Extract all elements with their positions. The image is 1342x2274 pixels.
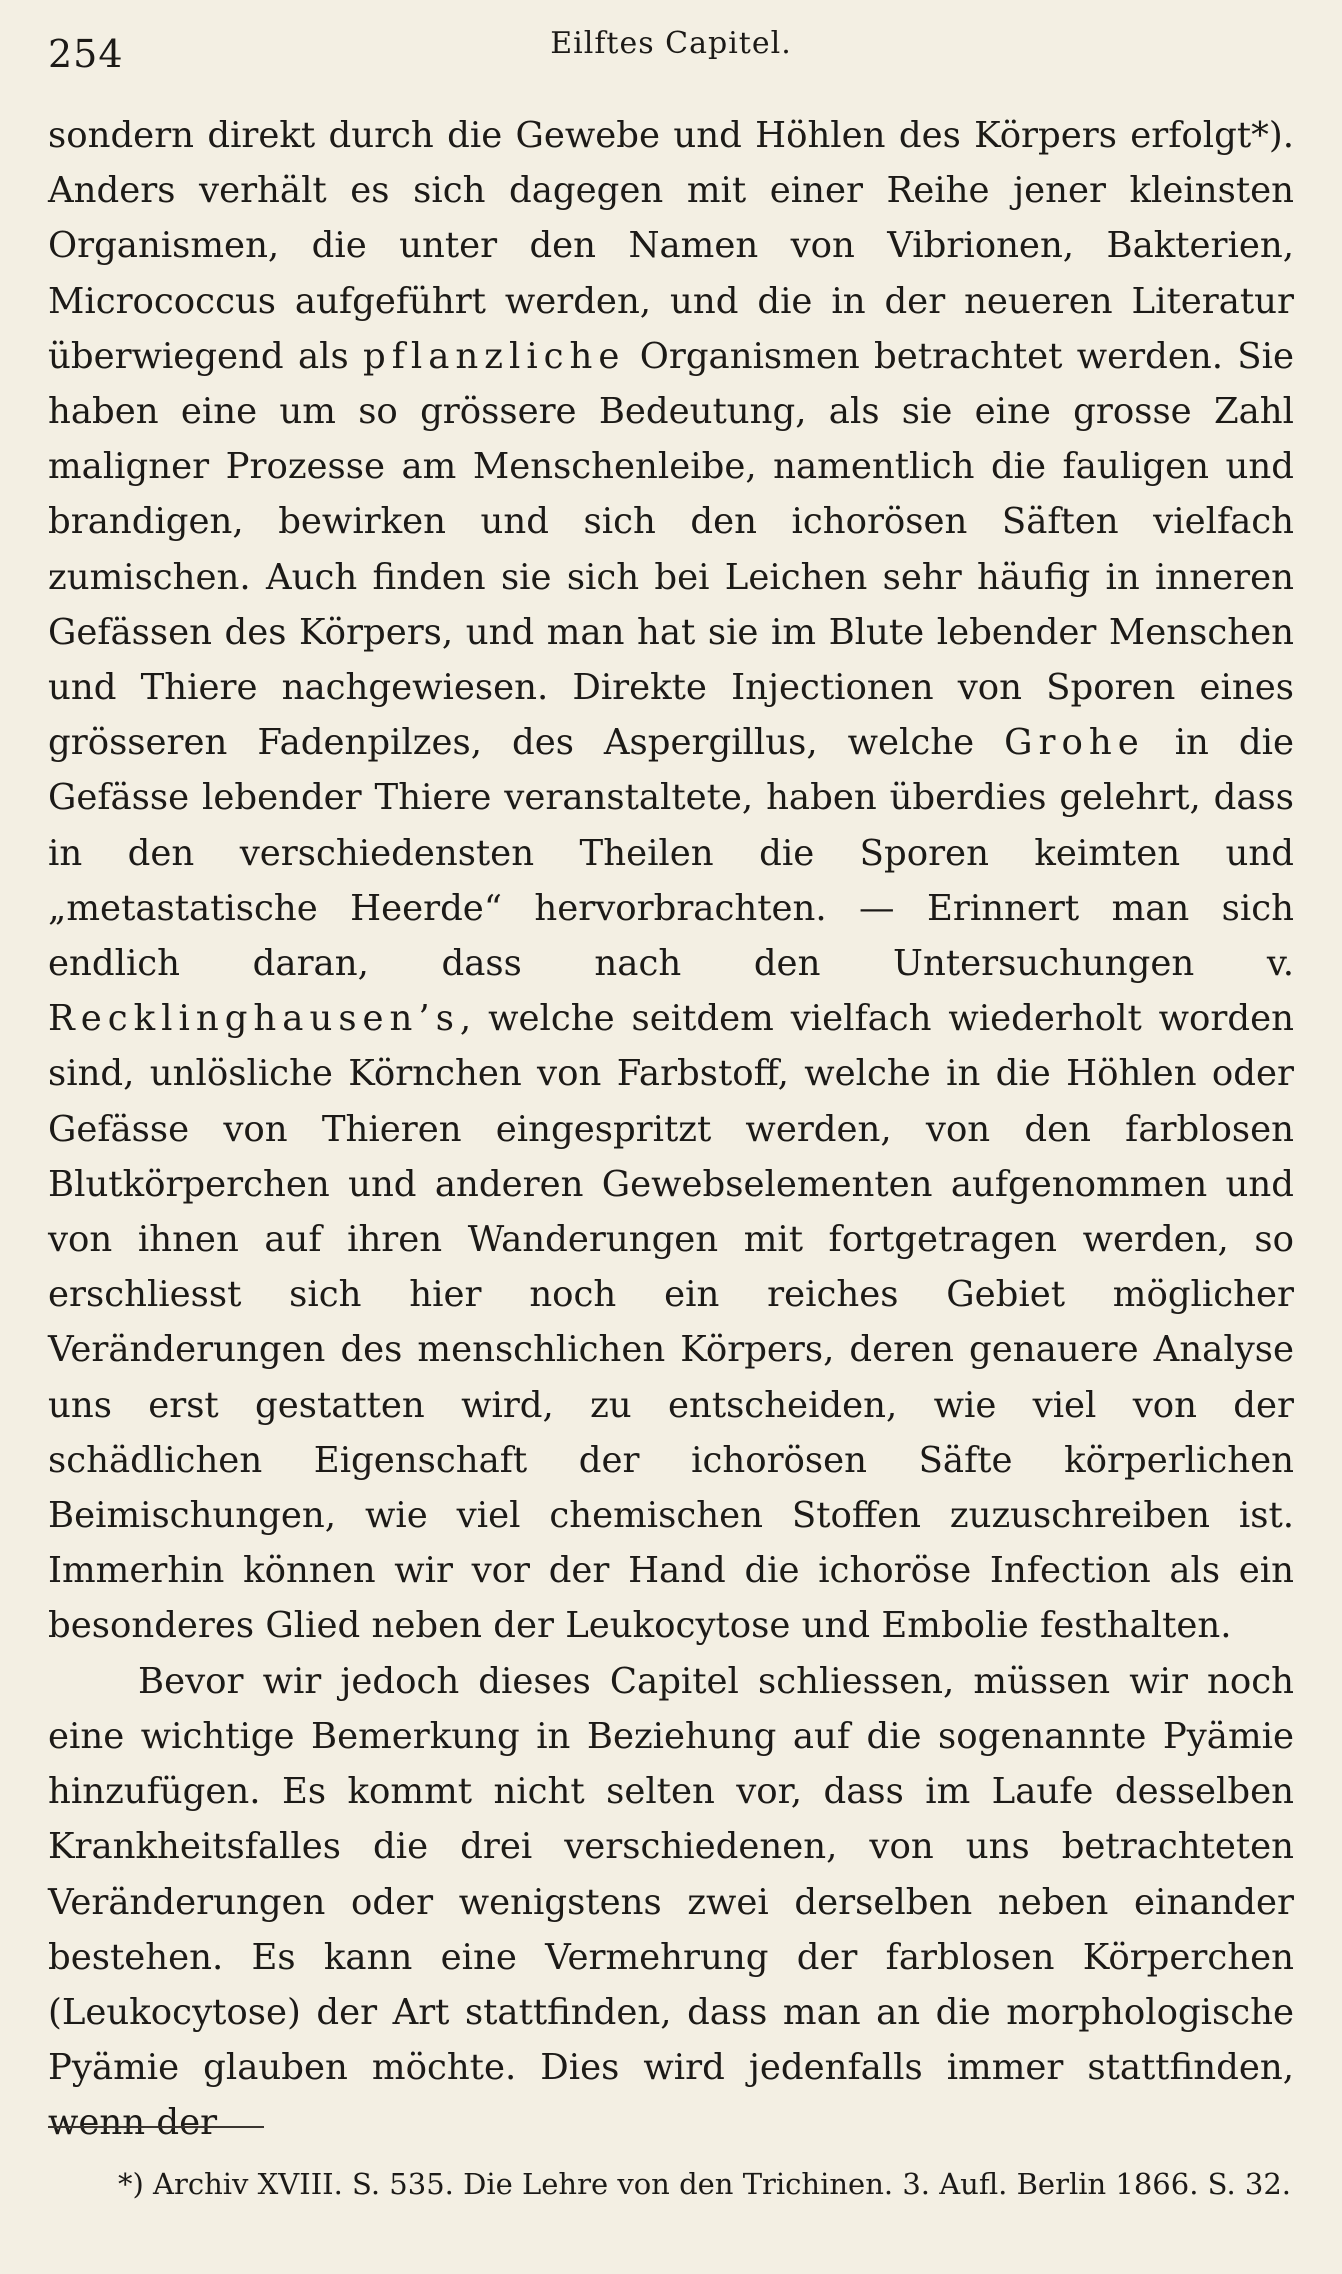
- emphasized-name: Recklinghausen’s: [48, 998, 460, 1040]
- page-number: 254: [48, 32, 124, 76]
- text-run: Organismen betrachtet werden. Sie haben eine um so grössere Bedeutung, als sie eine grosse Zahl maligner Prozesse am Menschenleibe, namentlich die fauligen und brandigen, bewirken und sich den ichorösen Säften vielfach zumischen. Auch finden sie sich bei Leichen sehr häufig in inneren Gefässen des Körpers, und man hat sie im Blute lebender Menschen und Thiere nachgewiesen. Direkte Injectionen von Sporen eines grösseren Fadenpilzes, des Aspergillus, welche: [48, 335, 1294, 764]
- paragraph: Bevor wir jedoch dieses Capitel schliessen, müssen wir noch eine wichtige Bemerkung in Beziehung auf die sogenannte Pyämie hinzufügen. Es kommt nicht selten vor, dass im Laufe desselben Krankheitsfalles die drei verschiedenen, von uns betrachteten Veränderungen oder wenigstens zwei derselben neben einander bestehen. Es kann eine Vermehrung der farblosen Körperchen (Leukocytose) der Art stattfinden, dass man an die morphologische Pyämie glauben möchte. Dies wird jedenfalls immer stattfinden, wenn der: [48, 1660, 1294, 2144]
- footnote: [48, 2162, 1294, 2206]
- emphasized-name: Grohe: [1004, 722, 1145, 764]
- text-run: sondern direkt durch die Gewebe und Höhlen des Körpers erfolgt*). Anders verhält es sich dagegen mit einer Reihe jener kleinsten Organismen, die unter den Namen von Vibrionen, Bakterien, Micrococcus aufgeführt werden, und die in der neueren Literatur überwiegend als: [48, 115, 1294, 377]
- footnote-marker: *): [118, 2167, 144, 2201]
- text-run: , welche seitdem vielfach wiederholt worden sind, unlösliche Körnchen von Farbstoff, welche in die Höhlen oder Gefässe von Thieren eingespritzt werden, von den farblosen Blutkörperchen und anderen Gewebselementen aufgenommen und von ihnen auf ihren Wanderungen mit fortgetragen werden, so erschliesst sich hier noch ein reiches Gebiet möglicher Veränderungen des menschlichen Körpers, deren genauere Analyse uns erst gestatten wird, zu entscheiden, wie viel von der schädlichen Eigenschaft der ichorösen Säfte körperlichen Beimischungen, wie viel chemischen Stoffen zuzuschreiben ist. Immerhin können wir vor der Hand die ichoröse Infection als ein besonderes Glied neben der Leukocytose und Embolie festhalten.: [48, 998, 1294, 1647]
- text-run: in die Gefässe lebender Thiere veranstaltete, haben überdies gelehrt, dass in den verschiedensten Theilen die Sporen keimten und „metastatische Heerde“ hervorbrachten. — Erinnert man sich endlich daran, dass nach den Untersuchungen v.: [48, 722, 1294, 985]
- running-head: [48, 22, 1294, 82]
- body-text: [48, 108, 1294, 2151]
- footnote-divider: [48, 2126, 264, 2128]
- paragraph: [48, 108, 1294, 1654]
- emphasized-word: pflanzliche: [363, 335, 626, 377]
- footnote-text: Archiv XVIII. S. 535. Die Lehre von den Trichinen. 3. Aufl. Berlin 1866. S. 32.: [143, 2167, 1292, 2201]
- chapter-title: Eilftes Capitel.: [550, 26, 792, 61]
